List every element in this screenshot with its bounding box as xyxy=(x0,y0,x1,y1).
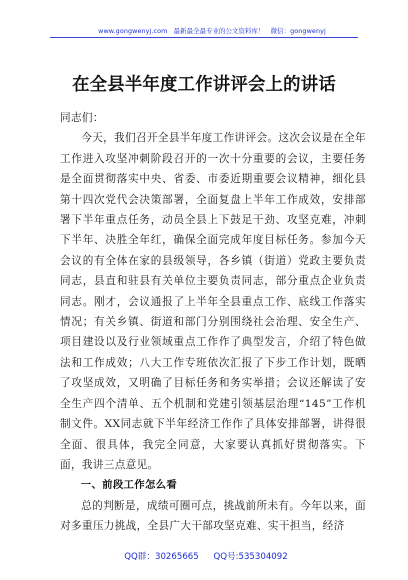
document-body xyxy=(60,108,366,537)
page-header xyxy=(88,26,336,35)
header-divider xyxy=(50,37,358,38)
document-title: 在全县半年度工作讲评会上的讲话 xyxy=(72,75,336,95)
body-paragraph: 今天，我们召开全县半年度工作讲评会。这次会议是在全年工作进入攻坚冲刺阶段召开的一次十分重要的会议，主要任务是全面贯彻落实中央、省委、市委近期重要会议精神，细化县第十四次党代会决策部署，全面复盘上半年工作成效，安排部署下半年重点任务，动员全县上下鼓足干劲、攻坚克难，冲刺下半年、决胜全年红，确保全面完成年度目标任务。参加今天会议的有全体在家的县级领导，各乡镇（街道）党政主要负责同志，县直和驻县有关单位主要负责同志，部分重点企业负责同志。刚才，会议通报了上半年全县重点工作、底线工作落实情况；有关乡镇、街道和部门分别围绕社会治理、安全生产、项目建设以及行业领域重点工作作了典型发言，介绍了特色做法和工作成效；八大工作专班依次汇报了下步工作计划，既晒了攻坚成效，又明确了目标任务和务实举措；会议还解读了安全生产四个清单、五个机制和党建引领基层治理“145”工作机制文件。XX同志就下半年经济工作作了具体安排部署，讲得很全面、很具体，我完全同意，大家要认真抓好贯彻落实。下面，我讲三点意见。 xyxy=(60,132,366,471)
salutation: 同志们： xyxy=(60,112,104,124)
section-heading: 一、前段工作怎么看 xyxy=(80,479,178,492)
header-tagline: 最新最全最专业的公文资料库！ xyxy=(173,27,265,35)
page-footer xyxy=(100,550,312,562)
header-wechat: 微信：gongwenyj xyxy=(270,27,326,35)
body-paragraph: 总的判断是，成绩可圈可点，挑战前所未有。今年以来，面对多重压力挑战，全县广大干部攻坚克难、实干担当，经济 xyxy=(60,499,366,533)
header-website-link[interactable]: www.gongwenyj.com xyxy=(98,27,168,35)
footer-qq-group: QQ群：30265665 xyxy=(124,552,199,562)
footer-qq-number: QQ号:535304092 xyxy=(213,552,288,562)
